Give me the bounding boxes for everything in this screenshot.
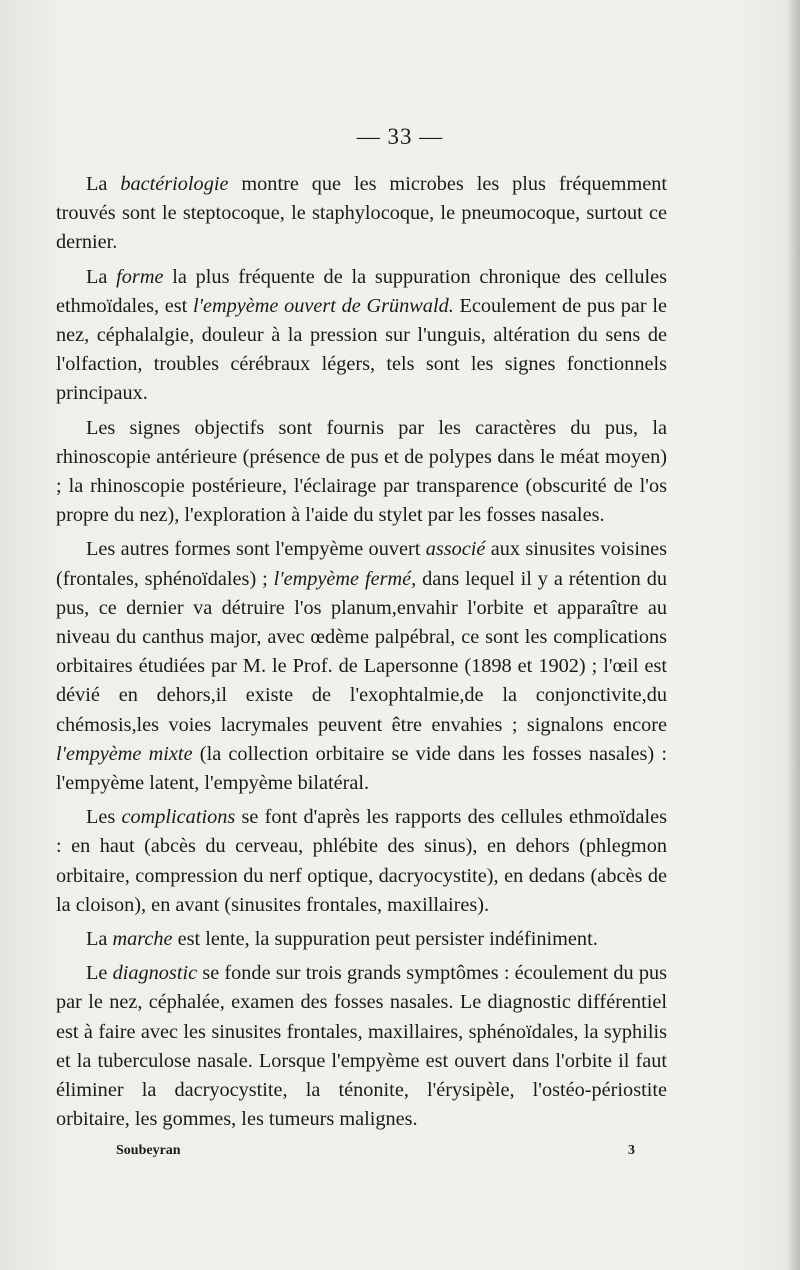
text-run: montre que les microbes les plus fréquemment trouvés sont le steptocoque, le staphylocoque, le pneumocoque, surtout ce dernier. [56, 173, 667, 254]
italic-text: forme [116, 265, 164, 288]
text-run: Les signes objectifs sont fournis par les caractères du pus, la rhinoscopie antérieure (présence de pus et de polypes dans le méat moyen) ; la rhinoscopie postérieure, l'éclairage par transparence (obscurité de l'os propre du nez), l'exploration à l'aide du stylet par les fosses nasales. [56, 416, 667, 527]
text-run: est lente, la suppuration peut persister indéfiniment. [172, 928, 598, 951]
italic-text: associé [425, 538, 486, 561]
page-number: — 33 — [356, 124, 444, 149]
footer-author: Soubeyran [116, 1143, 181, 1158]
italic-text: diagnostic [112, 962, 198, 985]
footer-signature-mark: 3 [628, 1143, 635, 1158]
italic-text: complications [121, 806, 236, 829]
text-run: Le [86, 962, 113, 985]
italic-text: marche [112, 928, 173, 951]
text-run: Les autres formes sont l'empyème ouvert [86, 538, 426, 561]
text-run: La [86, 265, 117, 288]
paragraph [56, 925, 667, 954]
body-text [56, 170, 667, 1135]
text-run: la plus fréquente de la suppuration chronique des cellules ethmoïdales, est [56, 265, 667, 317]
paragraph [56, 803, 667, 920]
italic-text: l'empyème fermé, [273, 567, 417, 590]
page-binding-shadow [786, 0, 800, 1270]
paragraph [56, 170, 667, 258]
text-run: se fonde sur trois grands symptômes : écoulement du pus par le nez, céphalée, examen des fosses nasales. Le diagnostic différentiel est à faire avec les sinusites frontales, maxillaires, sphénoïdales, la syphilis et la tuberculose nasale. Lorsque l'empyème est ouvert dans l'orbite il faut éliminer la dacryocystite, la ténonite, l'érysipèle, l'ostéo-périostite orbitaire, les gommes, les tumeurs malignes. [56, 962, 667, 1131]
italic-text: l'empyème ouvert de Grünwald. [193, 294, 454, 317]
italic-text: bactériologie [120, 173, 229, 195]
text-run: se font d'après les rapports des cellules ethmoïdales : en haut (abcès du cerveau, phlébite des sinus), en dehors (phlegmon orbitaire, compression du nerf optique, dacryocystite), en dedans (abcès de la cloison), en avant (sinusites frontales, maxillaires). [56, 806, 667, 916]
text-run: Ecoulement de pus par le nez, céphalalgie, douleur à la pression sur l'unguis, altération du sens de l'olfaction, troubles cérébraux légers, tels sont les signes fonctionnels principaux. [56, 294, 667, 405]
text-run: aux sinusites voisines (frontales, sphénoïdales) ; [56, 538, 667, 590]
paragraph [56, 959, 667, 1134]
text-run: La [86, 928, 113, 951]
italic-text: l'empyème mixte [56, 742, 193, 765]
text-run: (la collection orbitaire se vide dans les fosses nasales) : l'empyème latent, l'empyème bilatéral. [56, 742, 668, 795]
paragraph [56, 414, 667, 531]
text-run: La [86, 173, 121, 195]
paragraph [56, 263, 667, 409]
text-run: dans lequel il y a rétention du pus, ce dernier va détruire l'os planum,envahir l'orbite et apparaître au niveau du canthus major, avec œdème palpébral, ce sont les complications orbitaires étudiées par M. le Prof. de Lapersonne (1898 et 1902) ; l'œil est dévié en dehors,il existe de l'exophtalmie,de la conjonctivite,du chémosis,les voies lacrymales peuvent être envahies ; signalons encore [56, 567, 667, 736]
paragraph [56, 535, 667, 798]
text-run: Les [86, 806, 122, 829]
